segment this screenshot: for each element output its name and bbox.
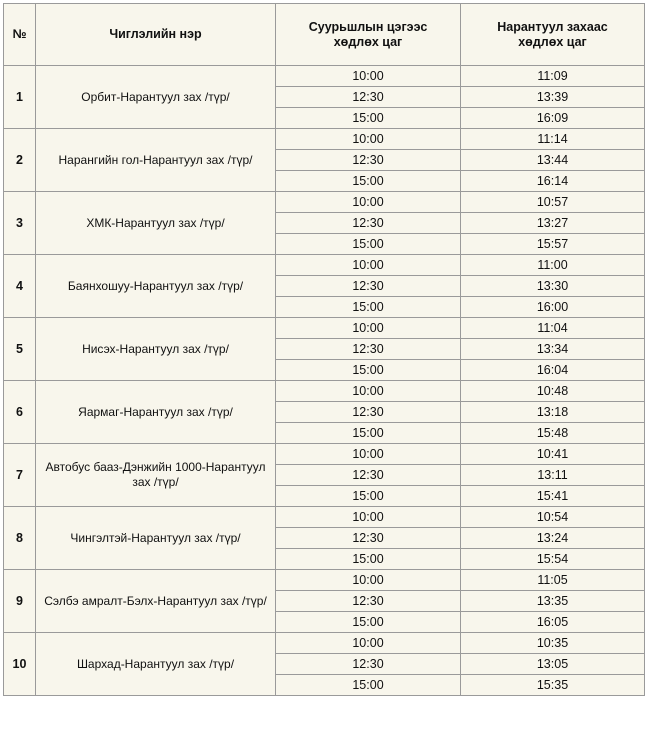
depart-time: 10:00 bbox=[276, 633, 461, 654]
return-time: 13:27 bbox=[461, 213, 645, 234]
route-name: Нарангийн гол-Нарантуул зах /түр/ bbox=[36, 129, 276, 192]
route-name: Сэлбэ амралт-Бэлх-Нарантуул зах /түр/ bbox=[36, 570, 276, 633]
return-time: 13:44 bbox=[461, 150, 645, 171]
table-row bbox=[4, 129, 645, 150]
return-time: 15:41 bbox=[461, 486, 645, 507]
route-number: 3 bbox=[4, 192, 36, 255]
return-time: 13:30 bbox=[461, 276, 645, 297]
table-row bbox=[4, 444, 645, 465]
table-row bbox=[4, 633, 645, 654]
schedule-table bbox=[3, 3, 645, 696]
depart-time: 15:00 bbox=[276, 612, 461, 633]
route-number: 8 bbox=[4, 507, 36, 570]
table-row bbox=[4, 255, 645, 276]
return-time: 15:54 bbox=[461, 549, 645, 570]
depart-time: 10:00 bbox=[276, 570, 461, 591]
return-time: 13:39 bbox=[461, 87, 645, 108]
header-depart-line1: Суурьшлын цэгээс bbox=[308, 19, 428, 34]
return-time: 16:14 bbox=[461, 171, 645, 192]
depart-time: 10:00 bbox=[276, 318, 461, 339]
depart-time: 12:30 bbox=[276, 87, 461, 108]
route-number: 6 bbox=[4, 381, 36, 444]
return-time: 13:34 bbox=[461, 339, 645, 360]
route-name: Шархад-Нарантуул зах /түр/ bbox=[36, 633, 276, 696]
return-time: 10:41 bbox=[461, 444, 645, 465]
depart-time: 15:00 bbox=[276, 549, 461, 570]
header-depart-line2: хөдлөх цаг bbox=[333, 34, 403, 49]
depart-time: 12:30 bbox=[276, 150, 461, 171]
header-row bbox=[4, 4, 645, 66]
return-time: 16:04 bbox=[461, 360, 645, 381]
return-time: 11:14 bbox=[461, 129, 645, 150]
return-time: 15:48 bbox=[461, 423, 645, 444]
table-row bbox=[4, 318, 645, 339]
table-row bbox=[4, 192, 645, 213]
return-time: 10:35 bbox=[461, 633, 645, 654]
depart-time: 15:00 bbox=[276, 360, 461, 381]
depart-time: 12:30 bbox=[276, 591, 461, 612]
route-number: 1 bbox=[4, 66, 36, 129]
depart-time: 12:30 bbox=[276, 654, 461, 675]
header-depart-time bbox=[276, 4, 461, 66]
header-return-line2: хөдлөх цаг bbox=[518, 34, 587, 49]
header-return-time bbox=[461, 4, 645, 66]
return-time: 13:11 bbox=[461, 465, 645, 486]
depart-time: 12:30 bbox=[276, 213, 461, 234]
depart-time: 15:00 bbox=[276, 297, 461, 318]
depart-time: 15:00 bbox=[276, 675, 461, 696]
depart-time: 12:30 bbox=[276, 465, 461, 486]
route-name: ХМК-Нарантуул зах /түр/ bbox=[36, 192, 276, 255]
route-name: Нисэх-Нарантуул зах /түр/ bbox=[36, 318, 276, 381]
depart-time: 12:30 bbox=[276, 528, 461, 549]
route-name: Баянхошуу-Нарантуул зах /түр/ bbox=[36, 255, 276, 318]
return-time: 10:48 bbox=[461, 381, 645, 402]
table-row bbox=[4, 570, 645, 591]
depart-time: 12:30 bbox=[276, 339, 461, 360]
route-number: 10 bbox=[4, 633, 36, 696]
header-num: № bbox=[4, 4, 36, 66]
route-number: 9 bbox=[4, 570, 36, 633]
return-time: 13:24 bbox=[461, 528, 645, 549]
depart-time: 10:00 bbox=[276, 192, 461, 213]
return-time: 10:57 bbox=[461, 192, 645, 213]
depart-time: 12:30 bbox=[276, 276, 461, 297]
table-row bbox=[4, 66, 645, 87]
depart-time: 10:00 bbox=[276, 129, 461, 150]
route-number: 2 bbox=[4, 129, 36, 192]
route-name: Орбит-Нарантуул зах /түр/ bbox=[36, 66, 276, 129]
depart-time: 15:00 bbox=[276, 486, 461, 507]
depart-time: 10:00 bbox=[276, 444, 461, 465]
return-time: 13:05 bbox=[461, 654, 645, 675]
depart-time: 10:00 bbox=[276, 381, 461, 402]
depart-time: 10:00 bbox=[276, 66, 461, 87]
return-time: 11:09 bbox=[461, 66, 645, 87]
return-time: 11:05 bbox=[461, 570, 645, 591]
header-return-line1: Нарантуул захаас bbox=[497, 19, 608, 34]
route-name: Чингэлтэй-Нарантуул зах /түр/ bbox=[36, 507, 276, 570]
return-time: 13:18 bbox=[461, 402, 645, 423]
return-time: 11:00 bbox=[461, 255, 645, 276]
schedule-table-wrapper bbox=[3, 3, 645, 696]
route-name: Яармаг-Нарантуул зах /түр/ bbox=[36, 381, 276, 444]
depart-time: 10:00 bbox=[276, 507, 461, 528]
return-time: 16:00 bbox=[461, 297, 645, 318]
depart-time: 15:00 bbox=[276, 423, 461, 444]
schedule-body bbox=[4, 66, 645, 696]
depart-time: 15:00 bbox=[276, 108, 461, 129]
route-number: 4 bbox=[4, 255, 36, 318]
route-number: 5 bbox=[4, 318, 36, 381]
header-route-name: Чиглэлийн нэр bbox=[36, 4, 276, 66]
return-time: 11:04 bbox=[461, 318, 645, 339]
return-time: 15:57 bbox=[461, 234, 645, 255]
depart-time: 15:00 bbox=[276, 234, 461, 255]
return-time: 16:05 bbox=[461, 612, 645, 633]
return-time: 13:35 bbox=[461, 591, 645, 612]
depart-time: 10:00 bbox=[276, 255, 461, 276]
return-time: 15:35 bbox=[461, 675, 645, 696]
return-time: 10:54 bbox=[461, 507, 645, 528]
return-time: 16:09 bbox=[461, 108, 645, 129]
route-name: Автобус бааз-Дэнжийн 1000-Нарантуул зах /түр/ bbox=[36, 444, 276, 507]
route-number: 7 bbox=[4, 444, 36, 507]
depart-time: 15:00 bbox=[276, 171, 461, 192]
depart-time: 12:30 bbox=[276, 402, 461, 423]
table-row bbox=[4, 381, 645, 402]
table-row bbox=[4, 507, 645, 528]
